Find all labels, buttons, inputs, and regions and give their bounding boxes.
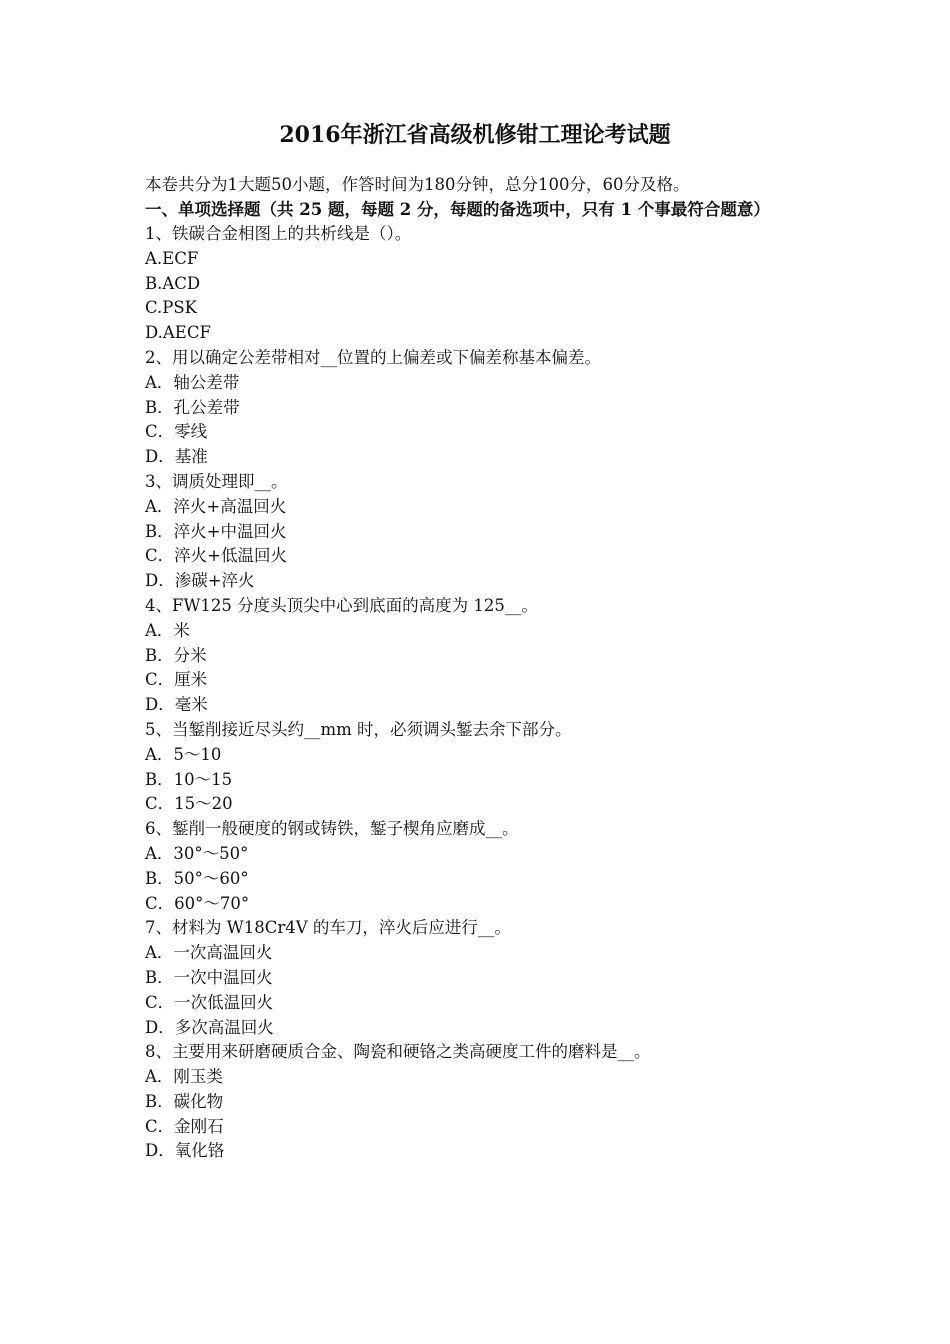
answer-option: C．金刚石 <box>145 1116 224 1136</box>
answer-option: A．轴公差带 <box>145 372 240 392</box>
answer-option: D．毫米 <box>145 695 208 715</box>
answer-option: A．淬火+高温回火 <box>145 496 287 516</box>
answer-option: D．渗碳+淬火 <box>145 571 255 591</box>
answer-option: A．30°～50° <box>145 843 249 863</box>
question-block <box>145 817 815 916</box>
answer-option: C．15～20 <box>145 794 233 814</box>
question-stem: 4、FW125 分度头顶尖中心到底面的高度为 125__。 <box>145 595 538 615</box>
answer-option: B．50°～60° <box>145 868 249 888</box>
question-block <box>145 346 815 470</box>
exam-intro: 本卷共分为1大题50小题，作答时间为180分钟，总分100分，60分及格。 <box>145 175 690 194</box>
answer-option: B.ACD <box>145 273 201 293</box>
answer-option: D．基准 <box>145 447 208 467</box>
answer-option: B．碳化物 <box>145 1091 224 1111</box>
document-title: 2016年浙江省高级机修钳工理论考试题 <box>279 122 671 148</box>
question-block <box>145 1040 815 1164</box>
answer-option: C．零线 <box>145 422 208 442</box>
answer-option: B．淬火+中温回火 <box>145 521 287 541</box>
question-list <box>145 222 815 1164</box>
answer-option: D．氧化铬 <box>145 1141 225 1161</box>
answer-option: B．一次中温回火 <box>145 967 273 987</box>
answer-option: A．刚玉类 <box>145 1067 223 1087</box>
answer-option: A．一次高温回火 <box>145 943 273 963</box>
question-block <box>145 594 815 718</box>
question-stem: 1、铁碳合金相图上的共析线是（）。 <box>145 224 412 243</box>
answer-option: C．一次低温回火 <box>145 992 274 1012</box>
answer-option: A．米 <box>145 620 190 640</box>
answer-option: C.PSK <box>145 298 198 318</box>
answer-option: A．5～10 <box>145 744 222 764</box>
answer-option: D.AECF <box>145 323 211 343</box>
answer-option: B．孔公差带 <box>145 397 240 417</box>
question-stem: 7、材料为 W18Cr4V 的车刀，淬火后应进行__。 <box>145 918 511 938</box>
question-block <box>145 718 815 817</box>
document-body <box>145 172 815 1164</box>
question-block <box>145 222 815 346</box>
question-block <box>145 470 815 594</box>
answer-option: C．60°～70° <box>145 893 250 913</box>
answer-option: C．淬火+低温回火 <box>145 546 287 566</box>
question-stem: 6、錾削一般硬度的钢或铸铁，錾子楔角应磨成__。 <box>145 819 519 839</box>
question-stem: 5、当錾削接近尽头约__mm 时，必须调头錾去余下部分。 <box>145 719 572 739</box>
answer-option: B．分米 <box>145 645 207 665</box>
question-stem: 2、用以确定公差带相对__位置的上偏差或下偏差称基本偏差。 <box>145 347 601 367</box>
question-block <box>145 916 815 1040</box>
question-stem: 8、主要用来研磨硬质合金、陶瓷和硬铬之类高硬度工件的磨料是__。 <box>145 1042 651 1062</box>
answer-option: D．多次高温回火 <box>145 1017 274 1037</box>
answer-option: A.ECF <box>145 248 199 268</box>
section-heading: 一、单项选择题（共 25 题，每题 2 分，每题的备选项中，只有 1 个事最符合题意） <box>145 200 770 219</box>
answer-option: C．厘米 <box>145 670 208 690</box>
question-stem: 3、调质处理即__。 <box>145 471 288 491</box>
answer-option: B．10～15 <box>145 769 233 789</box>
